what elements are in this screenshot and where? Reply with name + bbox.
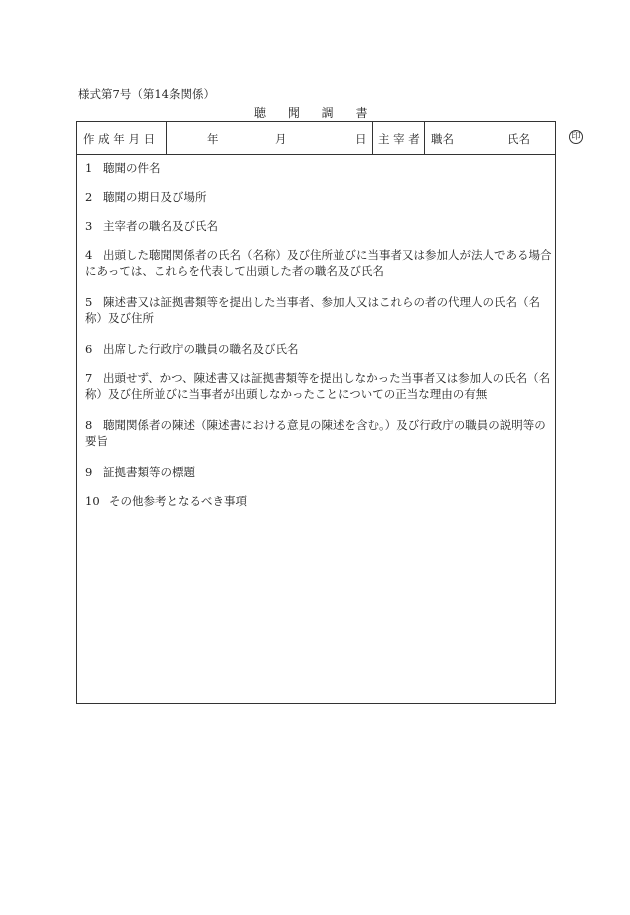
list-item: 5 陳述書又は証拠書類等を提出した当事者、参加人又はこれらの者の代理人の氏名（名 称）及び住所 — [85, 295, 540, 325]
created-date-label-cell — [77, 122, 167, 154]
presiding-label-cell — [373, 122, 425, 154]
document-title: 聴 聞 調 書 — [254, 106, 377, 120]
presiding-name-cell[interactable] — [425, 122, 581, 154]
position-label: 職名 — [431, 132, 454, 146]
list-item: 6 出席した行政庁の職員の職名及び氏名 — [85, 342, 299, 356]
month-label: 月 — [275, 132, 287, 146]
list-item: 1 聴聞の件名 — [85, 161, 161, 175]
seal-icon: 印 — [569, 130, 583, 144]
list-item: 2 聴聞の期日及び場所 — [85, 190, 207, 204]
list-item: 9 証拠書類等の標題 — [85, 465, 195, 479]
form-number: 様式第7号（第14条関係） — [78, 87, 215, 101]
hearing-record-form — [76, 121, 581, 704]
list-item: 8 聴聞関係者の陳述（陳述書における意見の陳述を含む。）及び行政庁の職員の説明等の 要旨 — [85, 418, 546, 448]
list-item: 10 その他参考となるべき事項 — [85, 494, 247, 508]
created-date-label: 作 成 年 月 日 — [83, 132, 156, 146]
list-item: 7 出頭せず、かつ、陳述書又は証拠書類等を提出しなかった当事者又は参加人の氏名（名 称）及び住所並びに当事者が出頭しなかったことについての正当な理由の有無 — [85, 371, 551, 401]
presiding-label: 主 宰 者 — [378, 132, 420, 146]
name-label: 氏名 — [507, 132, 530, 146]
year-label: 年 — [207, 132, 219, 146]
header-row — [77, 122, 581, 155]
day-label: 日 — [355, 132, 367, 146]
list-item: 4 出頭した聴聞関係者の氏名（名称）及び住所並びに当事者又は参加人が法人である場合 にあっては、これらを代表して出頭した者の職名及び氏名 — [85, 248, 552, 278]
list-item: 3 主宰者の職名及び氏名 — [85, 219, 218, 233]
created-date-cell[interactable] — [167, 122, 373, 154]
